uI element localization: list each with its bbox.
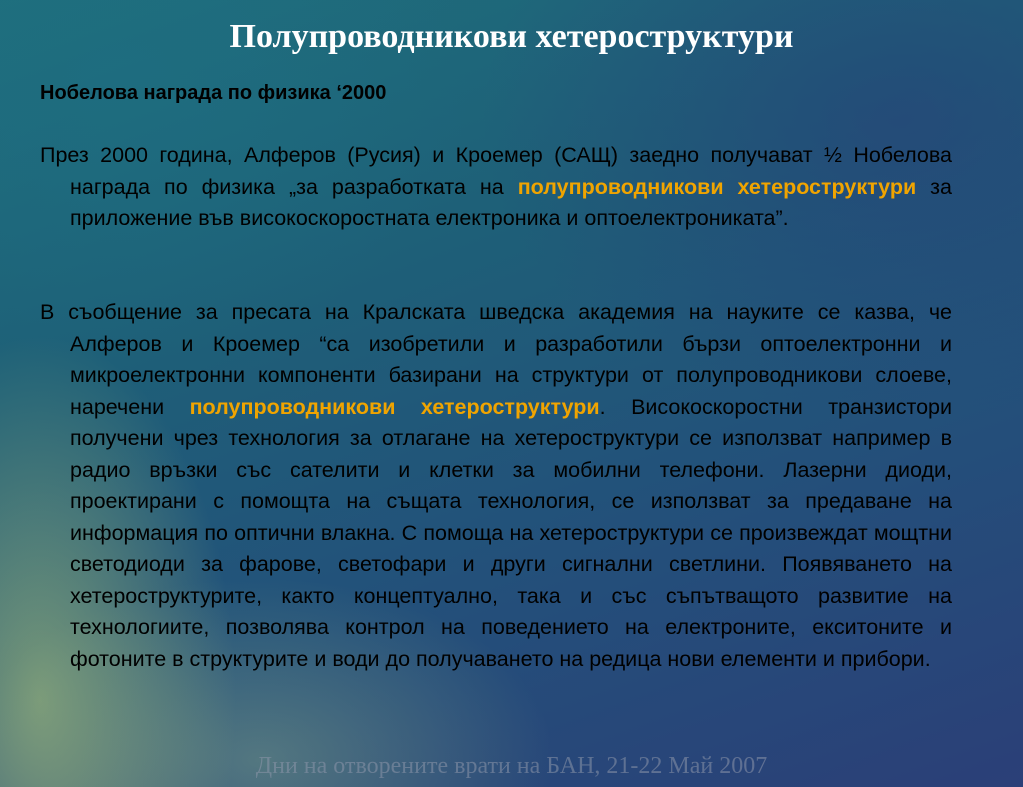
slide-subtitle: Нобелова награда по физика ‘2000 — [40, 82, 387, 104]
paragraph2-highlight: полупроводникови хетероструктури — [189, 394, 600, 419]
slide-title: Полупроводникови хетероструктури — [229, 18, 794, 55]
paragraph-nobel-award — [40, 140, 952, 235]
paragraph1-text-before: През 2000 година, Алферов (Русия) и Кроемер (САЩ) заедно получават ½ Нобелова награда по физика „за разработката на — [40, 143, 952, 199]
paragraph2-text-after: . Високоскоростни транзистори получени чрез технология за отлагане на хетероструктури се използват например в радио връзки със сателити и клетки за мобилни телефони. Лазерни диоди, проектирани с помощта на същата технология, се използват за предаване на информация по оптични влакна. С помоща на хетероструктури се произвеждат мощтни светодиоди за фарове, светофари и други сигнални светлини. Появяването на хетероструктурите, както концептуално, така и със съпътващото развитие на технологиите, позволява контрол на поведението на електроните, екситоните и фотоните в структурите и води до получаването на редица нови елементи и прибори. — [70, 394, 952, 671]
paragraph1-highlight: полупроводникови хетероструктури — [517, 174, 917, 199]
paragraph2-text-before: В съобщение за пресата на Кралската шведска академия на науките се казва, че Алферов и Кроемер “са изобретили и разработили бързи оптоелектронни и микроелектронни компоненти базирани на структури от полупроводникови слоеве, наречени — [40, 300, 952, 419]
paragraph-press-release — [40, 297, 952, 675]
slide-footer: Дни на отворените врати на БАН, 21-22 Май 2007 — [255, 753, 768, 779]
paragraph1-text-after: за приложение във високоскоростната електроника и оптоелектрониката”. — [70, 174, 952, 230]
